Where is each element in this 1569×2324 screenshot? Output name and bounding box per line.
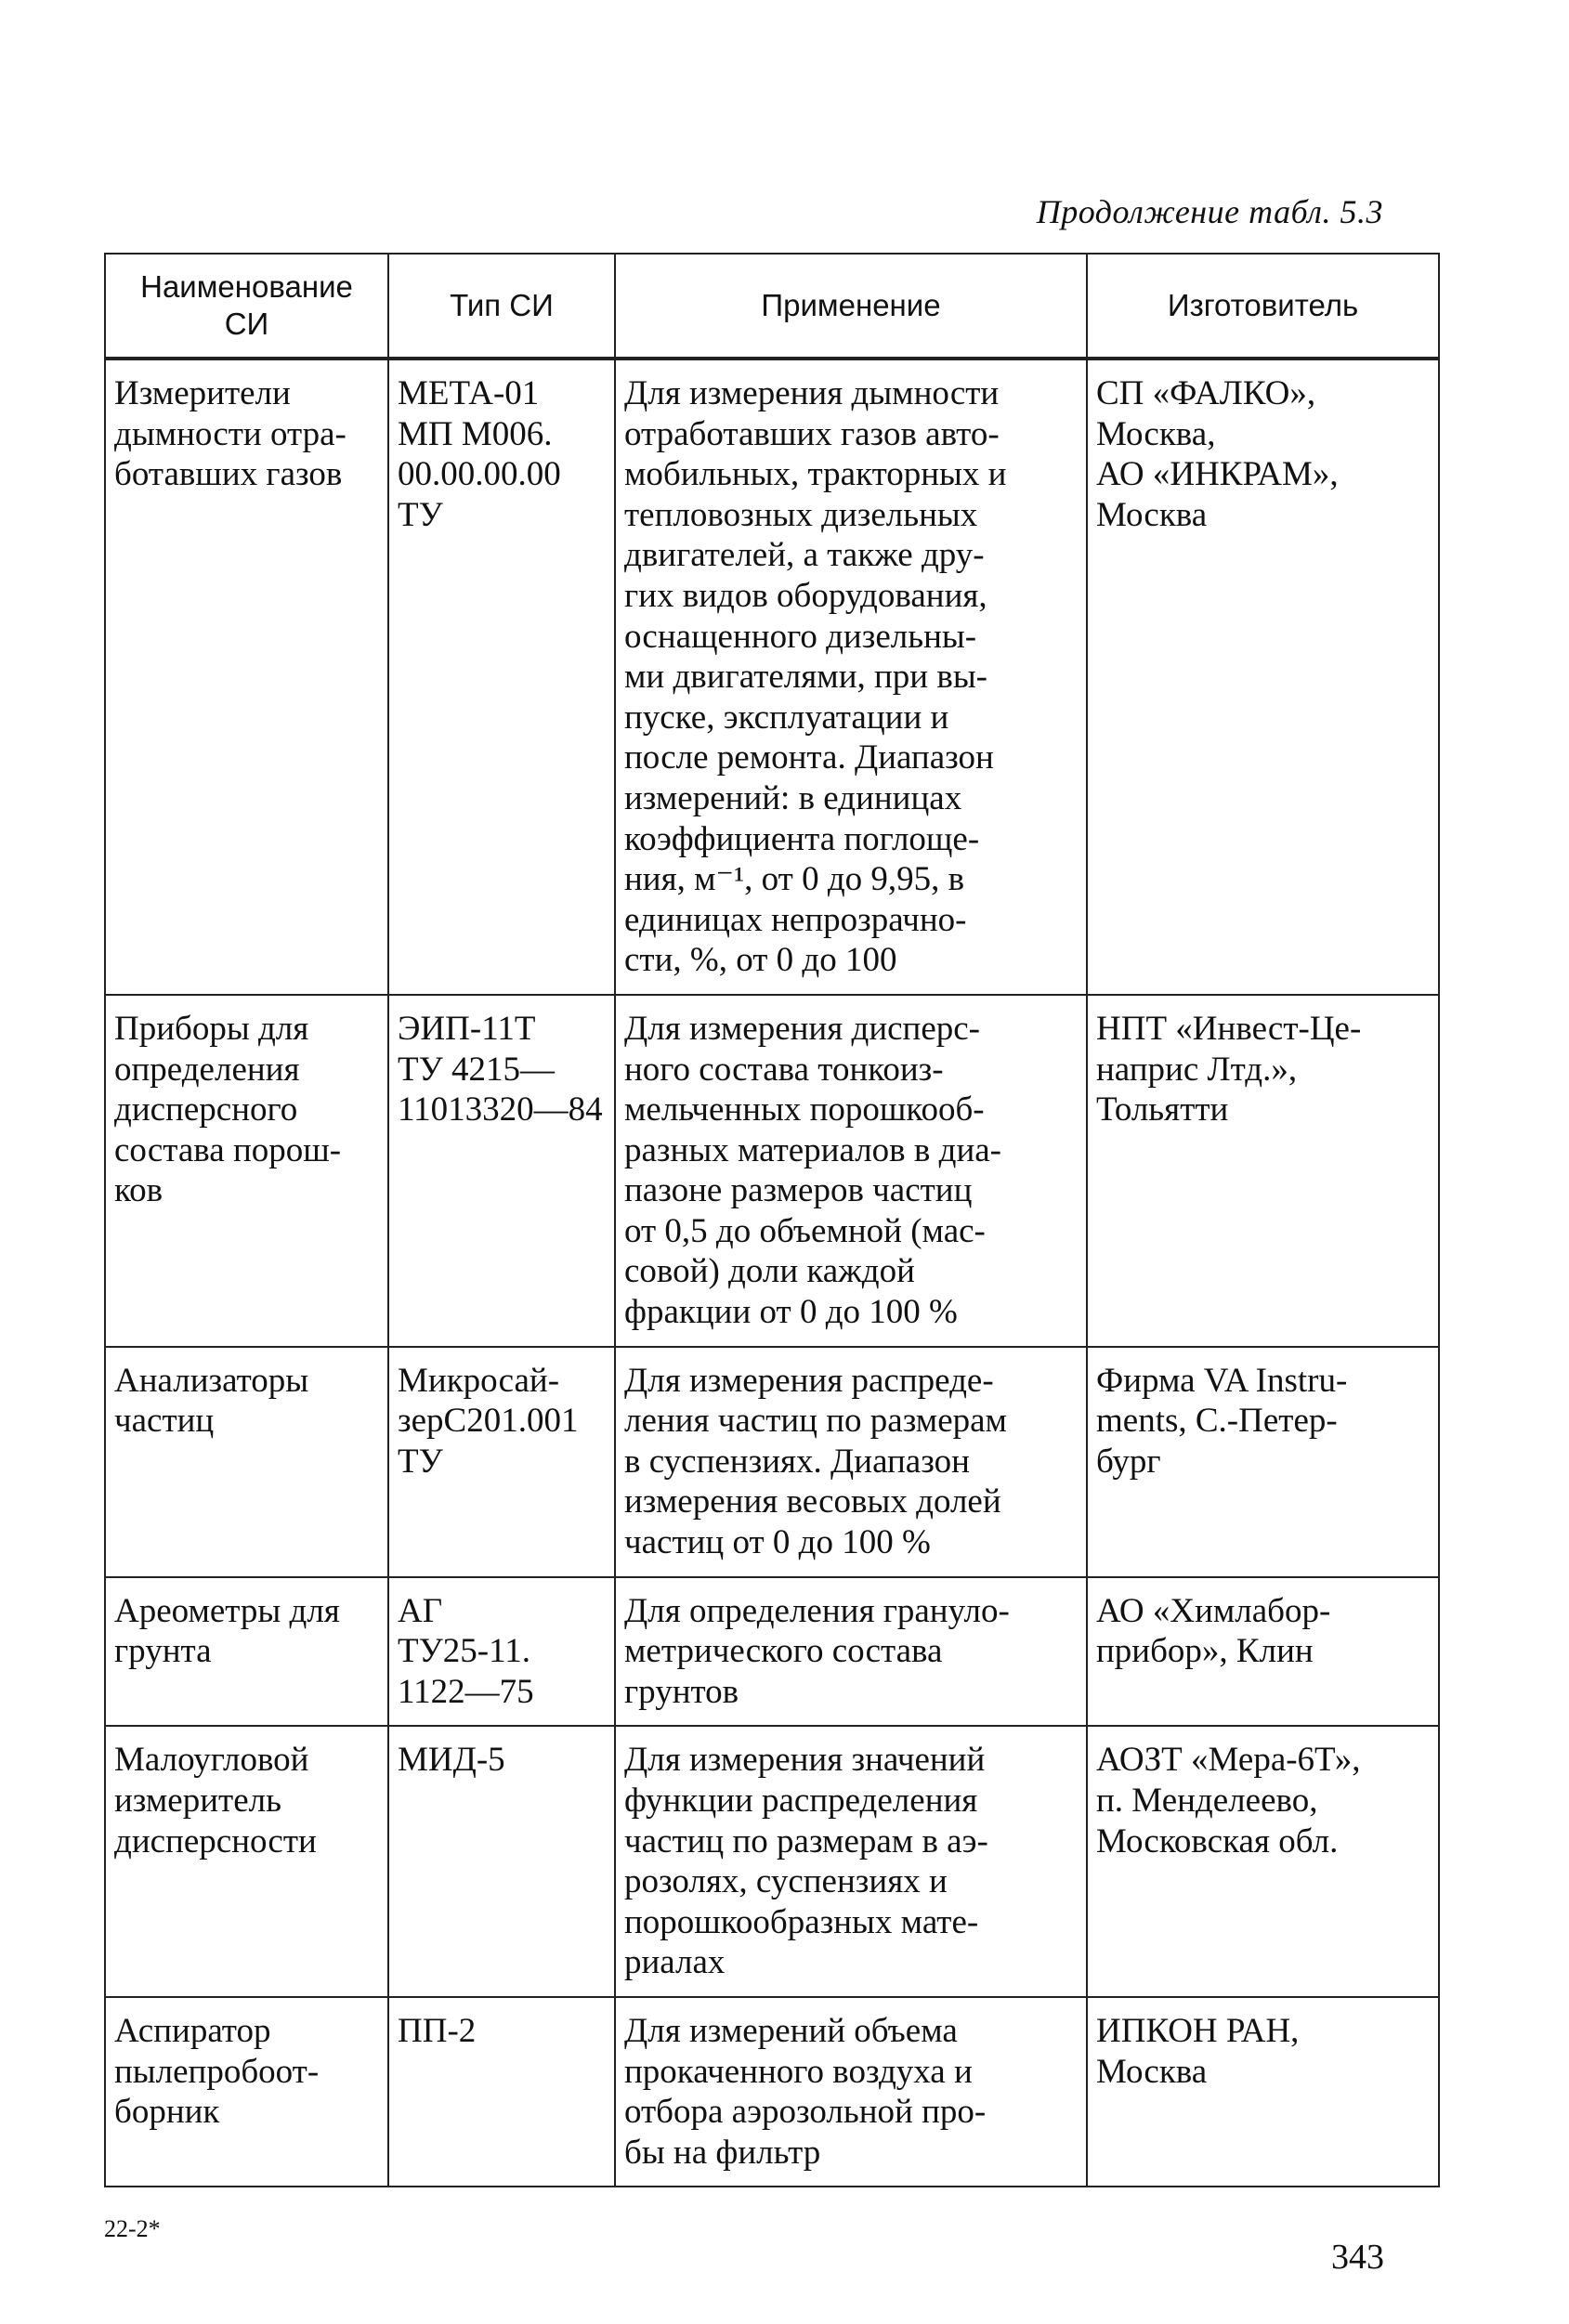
table-row <box>105 1347 1439 1577</box>
cell-use: Для измерений объема прокаченного воздуха и отбора аэрозольной про- бы на фильтр <box>615 1997 1087 2187</box>
cell-manufacturer: НПТ «Инвест-Це- наприс Лтд.», Тольятти <box>1087 995 1439 1347</box>
table-row <box>105 1577 1439 1727</box>
cell-manufacturer: АО «Химлабор- прибор», Клин <box>1087 1577 1439 1727</box>
cell-type: Микросай- зерС201.001 ТУ <box>388 1347 615 1577</box>
cell-name: Аспиратор пылепробоот- борник <box>105 1997 388 2187</box>
header-manufacturer: Изготовитель <box>1087 254 1439 359</box>
table-row <box>105 1997 1439 2187</box>
cell-use: Для измерения значений функции распределения частиц по размерам в аэ- розолях, суспензиях и порошкообразных мате- риалах <box>615 1726 1087 1997</box>
cell-name: Ареометры для грунта <box>105 1577 388 1727</box>
table-continuation-caption: Продолжение табл. 5.3 <box>1036 193 1383 230</box>
cell-manufacturer: СП «ФАЛКО», Москва, АО «ИНКРАМ», Москва <box>1087 359 1439 995</box>
instruments-table <box>104 253 1440 2187</box>
cell-type: ПП-2 <box>388 1997 615 2187</box>
cell-use: Для измерения дисперс- ного состава тонкоиз- мельченных порошкооб- разных материалов в диа- пазоне размеров частиц от 0,5 до объемной (мас- совой) доли каждой фракции от 0 до 100 % <box>615 995 1087 1347</box>
cell-manufacturer: Фирма VA Instru- ments, С.-Петер- бург <box>1087 1347 1439 1577</box>
cell-type: МЕТА-01 МП М006. 00.00.00.00 ТУ <box>388 359 615 995</box>
cell-type: АГ ТУ25-11. 1122—75 <box>388 1577 615 1727</box>
header-type: Тип СИ <box>388 254 615 359</box>
cell-type: МИД-5 <box>388 1726 615 1997</box>
header-use: Применение <box>615 254 1087 359</box>
cell-name: Приборы для определения дисперсного состава порош- ков <box>105 995 388 1347</box>
table-header-row <box>105 254 1439 359</box>
cell-manufacturer: АОЗТ «Мера-6Т», п. Менделеево, Московская обл. <box>1087 1726 1439 1997</box>
cell-use: Для измерения распреде- ления частиц по размерам в суспензиях. Диапазон измерения весовых долей частиц от 0 до 100 % <box>615 1347 1087 1577</box>
table-row <box>105 359 1439 995</box>
table-row <box>105 995 1439 1347</box>
page-number: 343 <box>1331 2238 1384 2277</box>
cell-manufacturer: ИПКОН РАН, Москва <box>1087 1997 1439 2187</box>
header-name: Наименование СИ <box>105 254 388 359</box>
cell-use: Для измерения дымности отработавших газов авто- мобильных, тракторных и тепловозных дизельных двигателей, а также дру- гих видов оборудования, оснащенного дизельны- ми двигателями, при вы- пуске, эксплуатации и после ремонта. Диапазон измерений: в единицах коэффициента поглоще- ния, м⁻¹, от 0 до 9,95, в единицах непрозрачно- сти, %, от 0 до 100 <box>615 359 1087 995</box>
table-row <box>105 1726 1439 1997</box>
cell-type: ЭИП-11Т ТУ 4215— 11013320—84 <box>388 995 615 1347</box>
printer-signature: 22-2* <box>104 2215 161 2242</box>
cell-name: Анализаторы частиц <box>105 1347 388 1577</box>
cell-name: Измерители дымности отра- ботавших газов <box>105 359 388 995</box>
cell-use: Для определения грануло- метрического состава грунтов <box>615 1577 1087 1727</box>
cell-name: Малоугловой измеритель дисперсности <box>105 1726 388 1997</box>
